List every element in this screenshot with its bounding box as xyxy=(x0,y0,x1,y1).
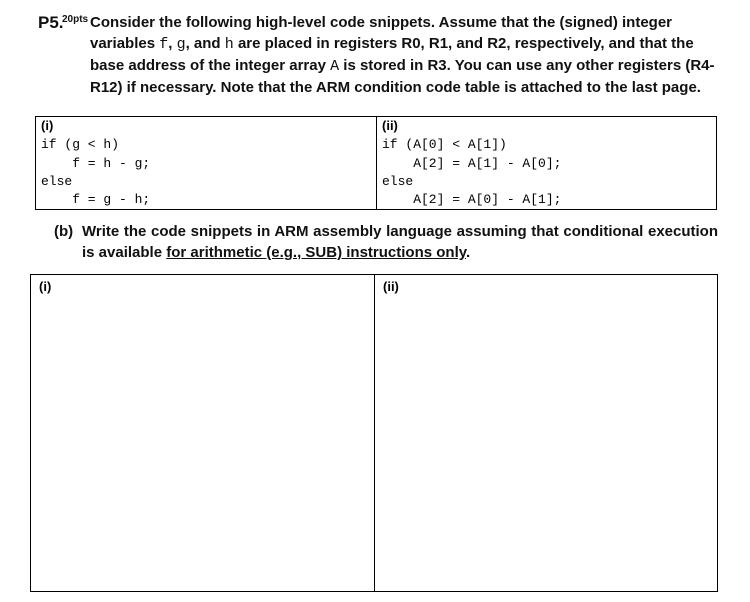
var-a: A xyxy=(330,58,340,75)
code-cell-ii xyxy=(376,117,716,209)
prompt-text: , and xyxy=(185,35,225,52)
problem-header xyxy=(38,12,728,96)
answer-table xyxy=(30,274,718,592)
part-b-label: (b) xyxy=(54,223,74,240)
code-snippet-table xyxy=(35,116,717,210)
code-line: f = h - g; xyxy=(41,156,151,171)
prompt-text: , xyxy=(168,35,177,52)
part-b-text xyxy=(82,221,718,263)
prompt-text: Consider the following high-level code snippets. Assume that the (signed) integer variables xyxy=(90,14,673,52)
code-line: if (g < h) xyxy=(41,137,120,152)
prompt-text: is stored in R3. You can use any other registers (R4-R12) if necessary. Note that the ARM condition code table is attached to the last page. xyxy=(90,57,715,96)
code-label-ii: (ii) xyxy=(382,118,398,133)
part-b-text-before: Write the code snippets in ARM assembly language assuming that conditional execution is available xyxy=(82,223,718,261)
problem-number: P5. xyxy=(38,13,64,32)
var-f: f xyxy=(159,36,169,53)
part-b-underlined: for arithmetic (e.g., SUB) instructions only xyxy=(166,244,466,261)
var-g: g xyxy=(176,36,186,53)
part-b-text-after: . xyxy=(466,244,471,261)
code-label-i: (i) xyxy=(41,118,54,133)
code-line: else xyxy=(41,174,73,189)
code-line: else xyxy=(382,174,414,189)
problem-prompt xyxy=(90,12,730,98)
answer-label-i: (i) xyxy=(39,279,52,294)
code-cell-i xyxy=(36,117,376,209)
code-line: f = g - h; xyxy=(41,192,151,207)
var-h: h xyxy=(224,36,234,53)
code-line: if (A[0] < A[1]) xyxy=(382,137,507,152)
prompt-text: are placed in registers R0, R1, and R2, respectively, and that the base address of the integer array xyxy=(90,35,694,74)
answer-cell-i[interactable] xyxy=(31,275,374,591)
answer-cell-ii[interactable] xyxy=(374,275,717,591)
code-line: A[2] = A[1] - A[0]; xyxy=(382,156,562,171)
problem-points: 20pts xyxy=(62,14,89,25)
answer-label-ii: (ii) xyxy=(383,279,399,294)
code-line: A[2] = A[0] - A[1]; xyxy=(382,192,562,207)
